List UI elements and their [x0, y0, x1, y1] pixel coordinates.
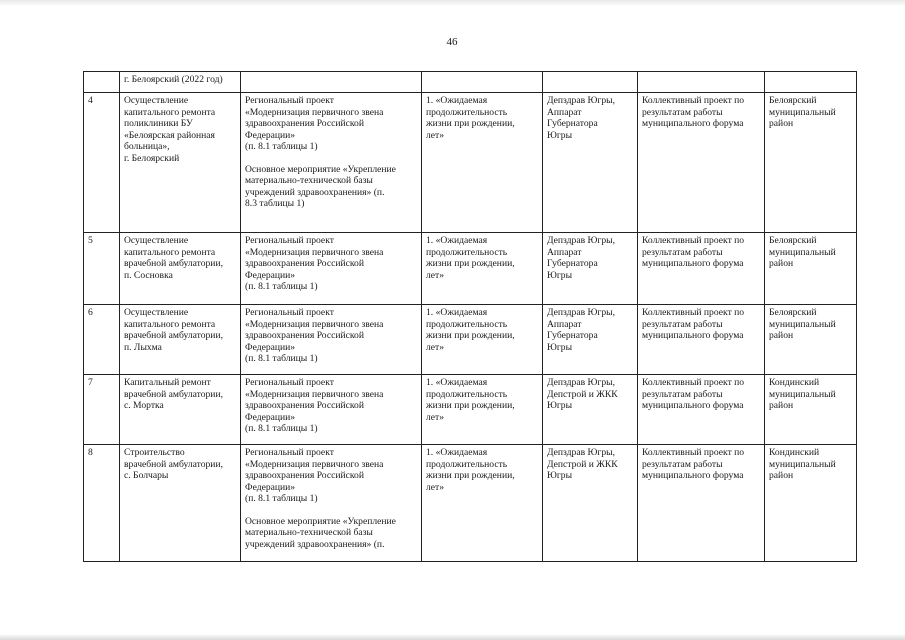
main-activity: Основное мероприятие «Укрепление материально-технической базы учреждений здравоохранения» (п. 8.3 таблицы 1): [245, 163, 396, 209]
responsible: Депздрав Югры, Аппарат Губернатора Югры: [547, 307, 615, 353]
row-number: 4: [88, 95, 93, 106]
indicator: 1. «Ожидаемая продолжительность жизни при рождении, лет»: [426, 377, 515, 423]
table-row: [84, 445, 857, 562]
initiator: Коллективный проект по результатам работы муниципального форума: [642, 307, 745, 341]
page-number: 46: [446, 36, 458, 48]
cell-object-name: [120, 375, 241, 445]
cell-object-name: [120, 445, 241, 562]
responsible: Депздрав Югры, Депстрой и ЖКК Югры: [547, 377, 618, 411]
initiator: Коллективный проект по результатам работы муниципального форума: [642, 235, 745, 269]
cell-initiator: [638, 375, 765, 445]
cell-district: [765, 305, 857, 375]
cell-responsible: [543, 445, 638, 562]
cell-responsible: [543, 93, 638, 233]
cell-initiator: [638, 305, 765, 375]
cell-indicator: [422, 445, 543, 562]
initiator: Коллективный проект по результатам работы муниципального форума: [642, 95, 745, 129]
cell-empty: [543, 72, 638, 93]
cell-object-name: [120, 93, 241, 233]
row-number: 8: [88, 447, 93, 458]
cell-object-name: [120, 305, 241, 375]
cell-indicator: [422, 93, 543, 233]
indicator: 1. «Ожидаемая продолжительность жизни при рождении, лет»: [426, 447, 515, 493]
responsible: Депздрав Югры, Депстрой и ЖКК Югры: [547, 447, 618, 481]
row-number: 5: [88, 235, 93, 246]
table-row: [84, 375, 857, 445]
cell-district: [765, 445, 857, 562]
regional-project: Региональный проект «Модернизация первичного звена здравоохранения Российской Федерации» (п. 8.1 таблицы 1): [245, 307, 384, 364]
initiator: Коллективный проект по результатам работы муниципального форума: [642, 447, 745, 481]
cell-empty: [241, 72, 422, 93]
object-name: Капитальный ремонт врачебной амбулатории, с. Мортка: [124, 377, 223, 411]
cell-responsible: [543, 233, 638, 305]
cell-num: [84, 72, 120, 93]
section-row: [84, 72, 857, 93]
cell-indicator: [422, 305, 543, 375]
cell-project: [241, 375, 422, 445]
indicator: 1. «Ожидаемая продолжительность жизни при рождении, лет»: [426, 95, 515, 141]
scan-edge-bottom: [0, 634, 905, 640]
district: Кондинский муниципальный район: [769, 377, 836, 411]
row-number: 7: [88, 377, 93, 388]
cell-section-title: [120, 72, 241, 93]
responsible: Депздрав Югры, Аппарат Губернатора Югры: [547, 235, 615, 281]
indicator: 1. «Ожидаемая продолжительность жизни при рождении, лет»: [426, 307, 515, 353]
cell-num: [84, 93, 120, 233]
cell-empty: [765, 72, 857, 93]
cell-project: [241, 305, 422, 375]
cell-num: [84, 305, 120, 375]
cell-indicator: [422, 375, 543, 445]
responsible: Депздрав Югры, Аппарат Губернатора Югры: [547, 95, 615, 141]
cell-num: [84, 445, 120, 562]
object-name: Осуществление капитального ремонта поликлиники БУ «Белоярская районная больница», г. Белоярский: [124, 95, 216, 164]
regional-project: Региональный проект «Модернизация первичного звена здравоохранения Российской Федерации» (п. 8.1 таблицы 1): [245, 235, 384, 292]
regional-project: Региональный проект «Модернизация первичного звена здравоохранения Российской Федерации» (п. 8.1 таблицы 1): [245, 447, 384, 504]
cell-district: [765, 233, 857, 305]
cell-initiator: [638, 93, 765, 233]
district: Белоярский муниципальный район: [769, 235, 836, 269]
cell-initiator: [638, 233, 765, 305]
object-name: Осуществление капитального ремонта врачебной амбулатории, п. Лыхма: [124, 307, 223, 353]
main-activity: Основное мероприятие «Укрепление материально-технической базы учреждений здравоохранения» (п.: [245, 515, 396, 550]
district: Кондинский муниципальный район: [769, 447, 836, 481]
cell-district: [765, 375, 857, 445]
cell-empty: [638, 72, 765, 93]
regional-project: Региональный проект «Модернизация первичного звена здравоохранения Российской Федерации» (п. 8.1 таблицы 1): [245, 377, 384, 434]
table-row: [84, 93, 857, 233]
cell-object-name: [120, 233, 241, 305]
object-name: Строительство врачебной амбулатории, с. Болчары: [124, 447, 223, 481]
district: Белоярский муниципальный район: [769, 95, 836, 129]
initiator: Коллективный проект по результатам работы муниципального форума: [642, 377, 745, 411]
cell-project: [241, 445, 422, 562]
scan-edge-top: [0, 0, 905, 6]
table-row: [84, 233, 857, 305]
cell-indicator: [422, 233, 543, 305]
cell-responsible: [543, 375, 638, 445]
district: Белоярский муниципальный район: [769, 307, 836, 341]
cell-initiator: [638, 445, 765, 562]
row-number: 6: [88, 307, 93, 318]
cell-project: [241, 233, 422, 305]
cell-district: [765, 93, 857, 233]
cell-project: [241, 93, 422, 233]
indicator: 1. «Ожидаемая продолжительность жизни при рождении, лет»: [426, 235, 515, 281]
cell-responsible: [543, 305, 638, 375]
table-row: [84, 305, 857, 375]
cell-num: [84, 233, 120, 305]
regional-project: Региональный проект «Модернизация первичного звена здравоохранения Российской Федерации» (п. 8.1 таблицы 1): [245, 95, 384, 152]
object-name: Осуществление капитального ремонта врачебной амбулатории, п. Сосновка: [124, 235, 223, 281]
document-table: [83, 71, 857, 562]
cell-empty: [422, 72, 543, 93]
cell-num: [84, 375, 120, 445]
section-title: г. Белоярский (2022 год): [124, 74, 223, 85]
